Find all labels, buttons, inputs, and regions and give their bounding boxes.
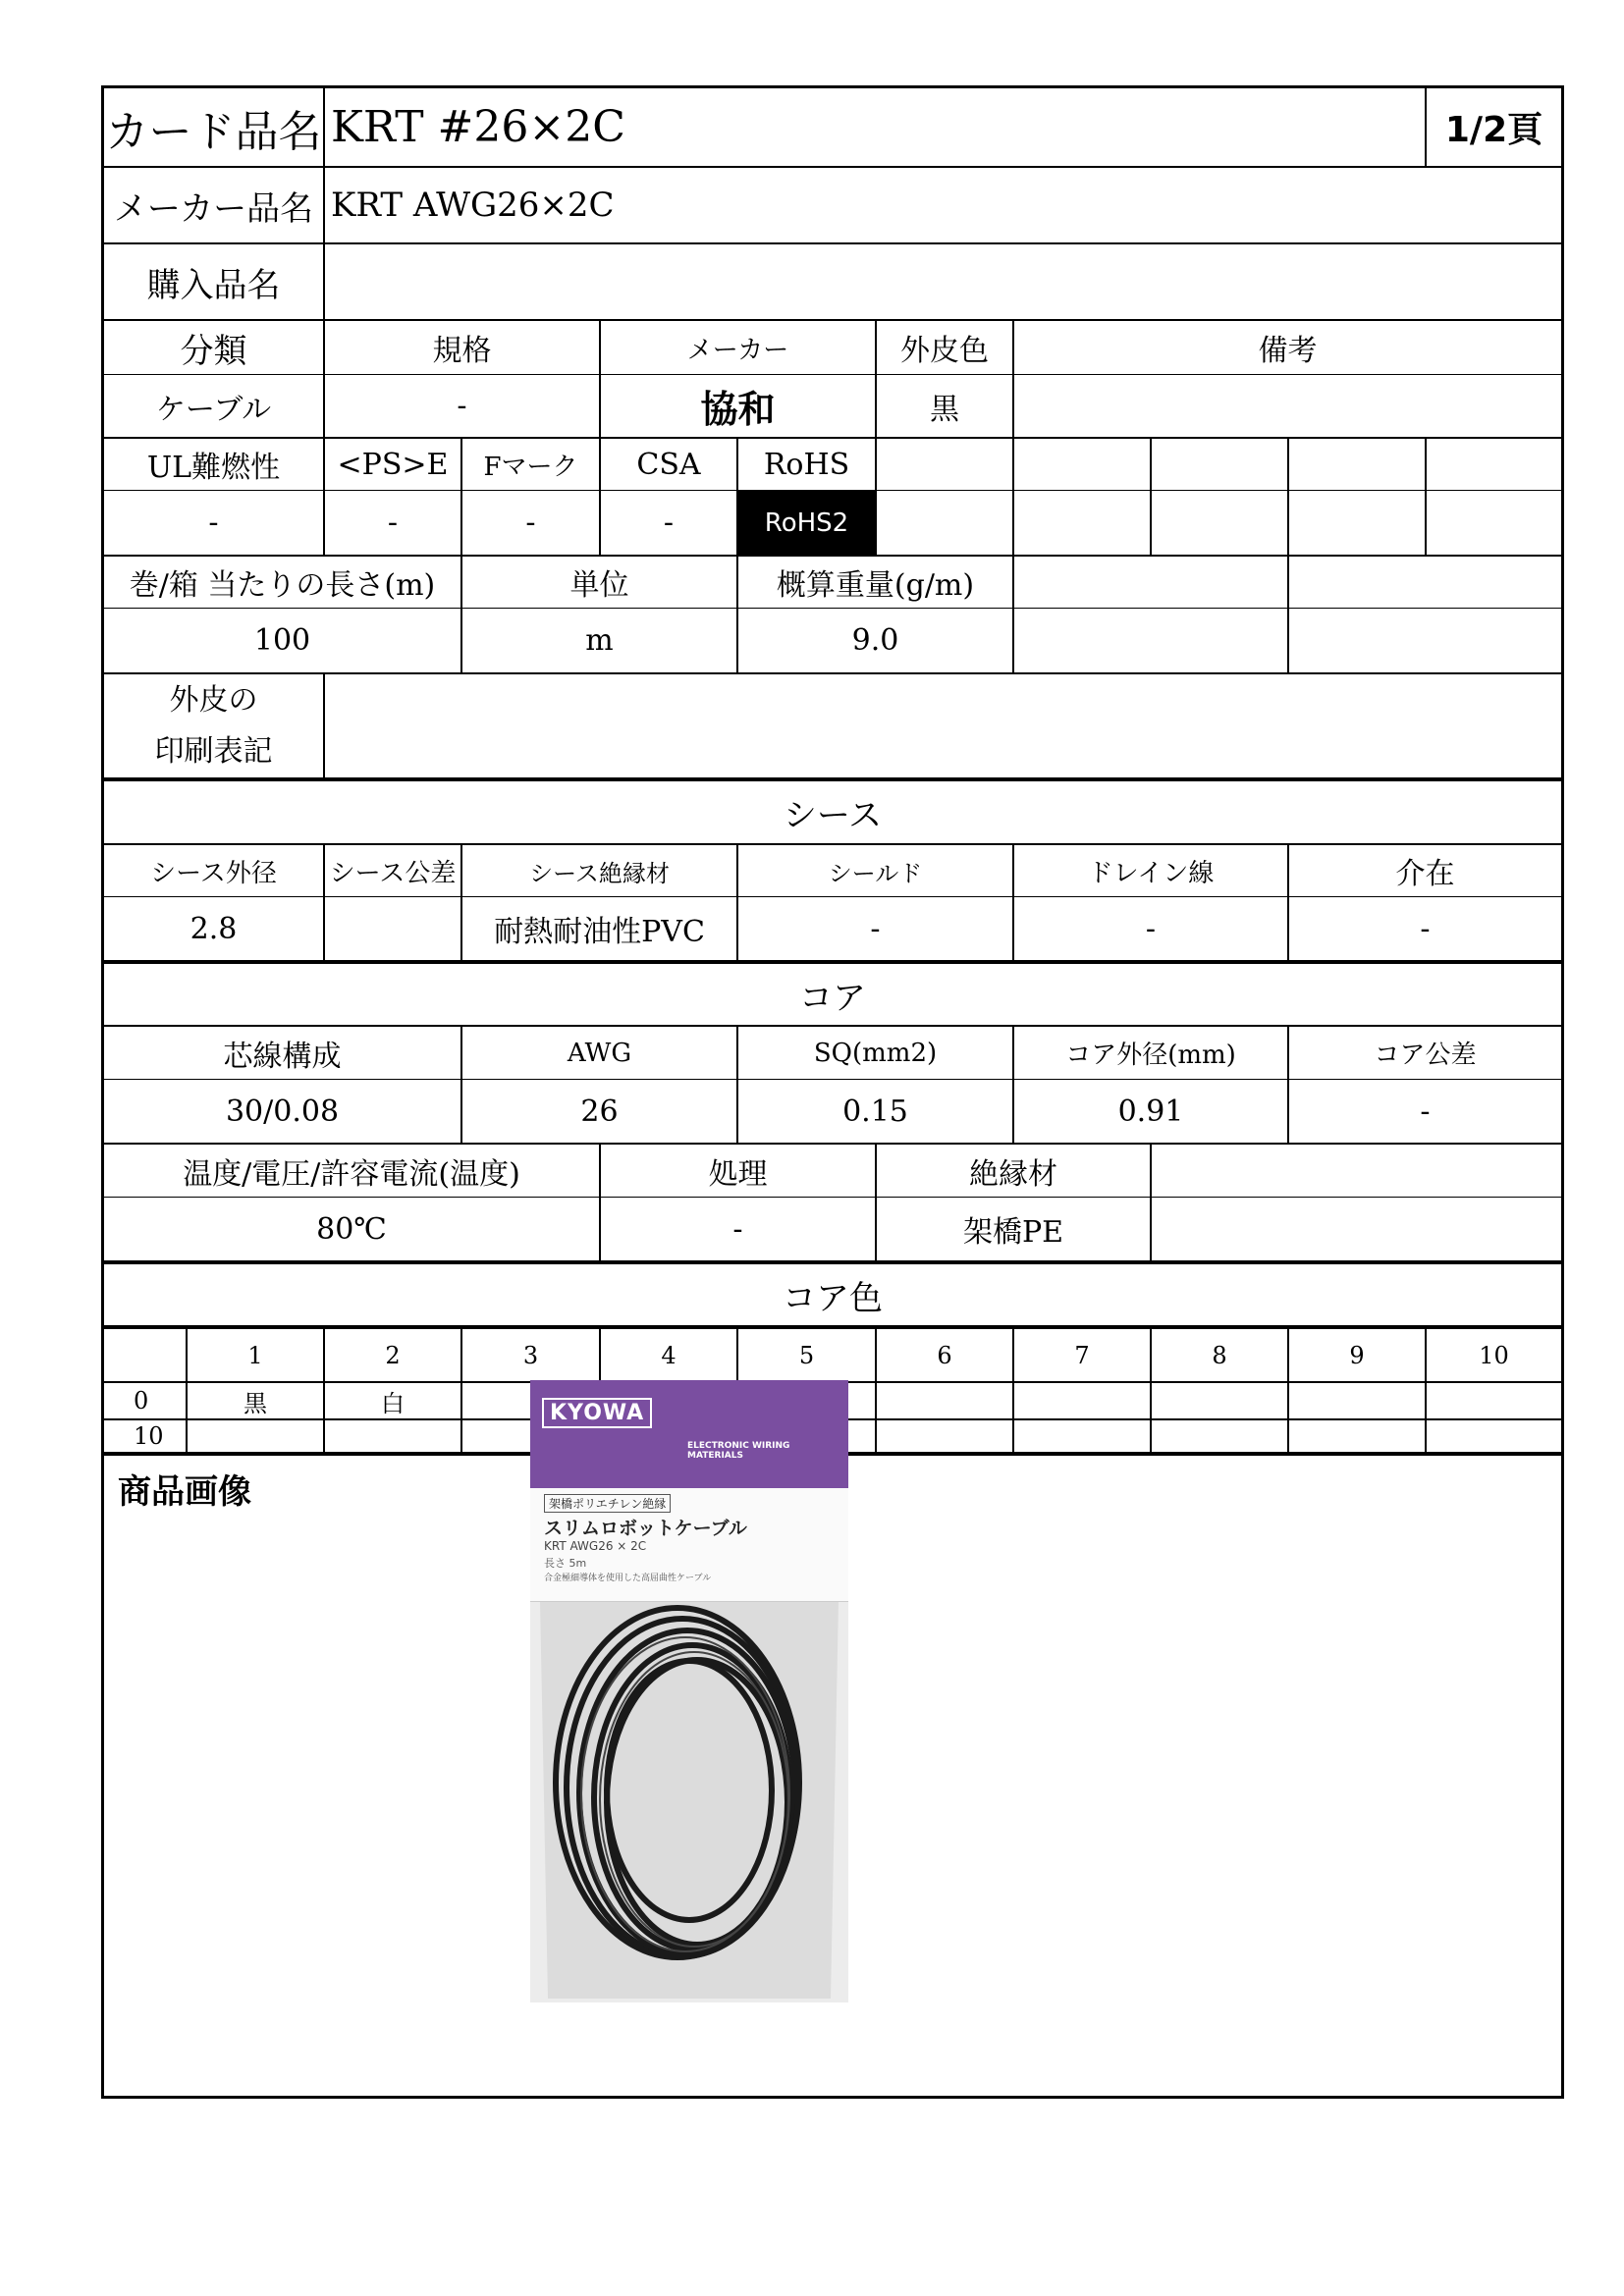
treatment-header: 処理 [601, 1145, 877, 1197]
ul-header: UL難燃性 [104, 439, 325, 490]
insulation-value: 架橋PE [877, 1198, 1152, 1260]
pse-value: - [325, 491, 462, 555]
core-color-cell [1427, 1420, 1561, 1452]
product-image-label: 商品画像 [118, 1472, 251, 1512]
remarks-value [1014, 375, 1561, 437]
class-value: ケーブル [104, 375, 325, 437]
weight-header: 概算重量(g/m) [738, 557, 1014, 608]
maker-name-row [104, 168, 1561, 244]
core-od-value: 0.91 [1014, 1080, 1289, 1143]
sheath-title: シース [783, 796, 883, 835]
temperature-header: 温度/電圧/許容電流(温度) [104, 1145, 601, 1197]
core-color-col: 6 [877, 1329, 1014, 1381]
package-length: 長さ 5m [544, 1557, 587, 1570]
purchase-name-value [325, 244, 1561, 319]
core-color-cell [1427, 1383, 1561, 1418]
core-color-col: 4 [601, 1329, 738, 1381]
package-tag: 架橋ポリエチレン絶縁 [544, 1494, 671, 1513]
treatment-value: - [601, 1198, 877, 1260]
core-color-cell [1152, 1383, 1289, 1418]
core-color-cell [877, 1420, 1014, 1452]
print-mark-label-line1: 外皮の [169, 682, 258, 718]
core-color-col: 7 [1014, 1329, 1152, 1381]
page-number: 1/2頁 [1444, 110, 1543, 150]
insulation-header: 絶縁材 [877, 1145, 1152, 1197]
maker-name-label: メーカー品名 [104, 168, 325, 242]
length-header: 巻/箱 当たりの長さ(m) [104, 557, 462, 608]
print-mark-row [104, 674, 1561, 781]
core-color-col: 1 [188, 1329, 325, 1381]
card-name-row [104, 88, 1561, 168]
standards-empty-1 [877, 439, 1014, 555]
core-color-cell [1289, 1383, 1427, 1418]
core-color-cell [1289, 1420, 1427, 1452]
csa-value: - [601, 491, 738, 555]
core-color-cell [1014, 1420, 1152, 1452]
core-color-row-index: 10 [104, 1420, 188, 1452]
core-color-title-row [104, 1264, 1561, 1329]
sq-value: 0.15 [738, 1080, 1014, 1143]
rohs-header: RoHS [738, 439, 877, 490]
fmark-value: - [462, 491, 601, 555]
core-color-col: 10 [1479, 1341, 1509, 1369]
class-header: 分類 [104, 321, 325, 374]
shield-value: - [738, 897, 1014, 960]
core-color-cell: 黒 [188, 1383, 325, 1418]
package-product-name: スリムロボットケーブル [544, 1518, 747, 1539]
temperature-value: 80℃ [104, 1198, 601, 1260]
core-tol-header: コア公差 [1374, 1041, 1477, 1070]
sheath-od-value: 2.8 [104, 897, 325, 960]
standards-empty-4 [1289, 439, 1427, 555]
core-color-cell [1152, 1420, 1289, 1452]
sheath-tol-value [325, 897, 462, 960]
core-color-col: 5 [738, 1329, 877, 1381]
print-mark-label-line2: 印刷表記 [154, 733, 273, 769]
core-title: コア [799, 978, 866, 1018]
core-color-col: 2 [325, 1329, 462, 1381]
skin-color-header: 外皮色 [877, 321, 1014, 374]
sheath-tol-header: シース公差 [325, 845, 462, 896]
standards-row [104, 439, 1561, 557]
skin-color-value: 黒 [877, 375, 1014, 437]
filler-header: 介在 [1395, 857, 1455, 891]
core-color-header-row [104, 1329, 1561, 1383]
print-mark-label [104, 674, 325, 777]
core-title-row [104, 964, 1561, 1027]
remarks-header: 備考 [1258, 334, 1318, 368]
core-color-cell [1014, 1383, 1152, 1418]
sq-header: SQ(mm2) [738, 1027, 1014, 1079]
purchase-name-label: 購入品名 [104, 244, 325, 319]
maker-value: 協和 [601, 375, 877, 437]
rohs-value: RoHS2 [738, 491, 877, 555]
purchase-name-row [104, 244, 1561, 321]
sheath-title-row [104, 781, 1561, 845]
awg-header: AWG [462, 1027, 738, 1079]
core-tol-value: - [1420, 1094, 1431, 1129]
length-value: 100 [104, 609, 462, 672]
length-row [104, 557, 1561, 674]
unit-header: 単位 [462, 557, 738, 608]
core-color-row-index: 0 [104, 1383, 188, 1418]
core-row [104, 1027, 1561, 1145]
sheath-od-header: シース外径 [104, 845, 325, 896]
weight-value: 9.0 [738, 609, 1014, 672]
card-name-label: カード品名 [104, 88, 325, 166]
package-model: KRT AWG26 × 2C [544, 1539, 647, 1553]
drain-value: - [1014, 897, 1289, 960]
print-mark-value [325, 674, 1561, 777]
package-header [530, 1380, 848, 1488]
package-stripe-text: ELECTRONIC WIRING MATERIALS [687, 1441, 790, 1461]
sheath-insulation-value: 耐熱耐油性PVC [462, 897, 738, 960]
core-color-col: 8 [1152, 1329, 1289, 1381]
core-color-title: コア色 [783, 1278, 883, 1318]
product-photo [530, 1380, 848, 2002]
shield-header: シールド [738, 845, 1014, 896]
temperature-empty [1152, 1145, 1561, 1260]
filler-value: - [1420, 911, 1431, 946]
drain-header: ドレイン線 [1014, 845, 1289, 896]
core-color-col: 9 [1289, 1329, 1427, 1381]
core-color-cell [877, 1383, 1014, 1418]
brand-logo: KYOWA [542, 1398, 652, 1428]
sheath-insulation-header: シース絶縁材 [462, 845, 738, 896]
strand-header: 芯線構成 [104, 1027, 462, 1079]
classification-row [104, 321, 1561, 439]
length-empty-1 [1014, 557, 1289, 672]
core-color-cell [325, 1420, 462, 1452]
awg-value: 26 [462, 1080, 738, 1143]
card-name-value: KRT #26×2C [325, 88, 1427, 166]
standards-empty-2 [1014, 439, 1152, 555]
core-color-corner [104, 1329, 188, 1381]
standards-empty-5 [1427, 439, 1561, 555]
ul-value: - [104, 491, 325, 555]
fmark-header: Fマーク [462, 439, 601, 490]
sheath-row [104, 845, 1561, 964]
standards-empty-3 [1152, 439, 1289, 555]
package-label [530, 1488, 848, 1602]
maker-name-value: KRT AWG26×2C [331, 186, 615, 225]
package-note: 合金極細導体を使用した高屈曲性ケーブル [544, 1574, 712, 1583]
core-color-cell: 白 [325, 1383, 462, 1418]
length-empty-2 [1289, 557, 1561, 672]
pse-header: <PS>E [325, 439, 462, 490]
core-od-header: コア外径(mm) [1014, 1027, 1289, 1079]
strand-value: 30/0.08 [104, 1080, 462, 1143]
maker-header: メーカー [601, 321, 877, 374]
core-color-col: 3 [462, 1329, 601, 1381]
standard-value: - [325, 375, 601, 437]
standard-header: 規格 [325, 321, 601, 374]
csa-header: CSA [601, 439, 738, 490]
temperature-row [104, 1145, 1561, 1264]
unit-value: m [462, 609, 738, 672]
core-color-cell [188, 1420, 325, 1452]
